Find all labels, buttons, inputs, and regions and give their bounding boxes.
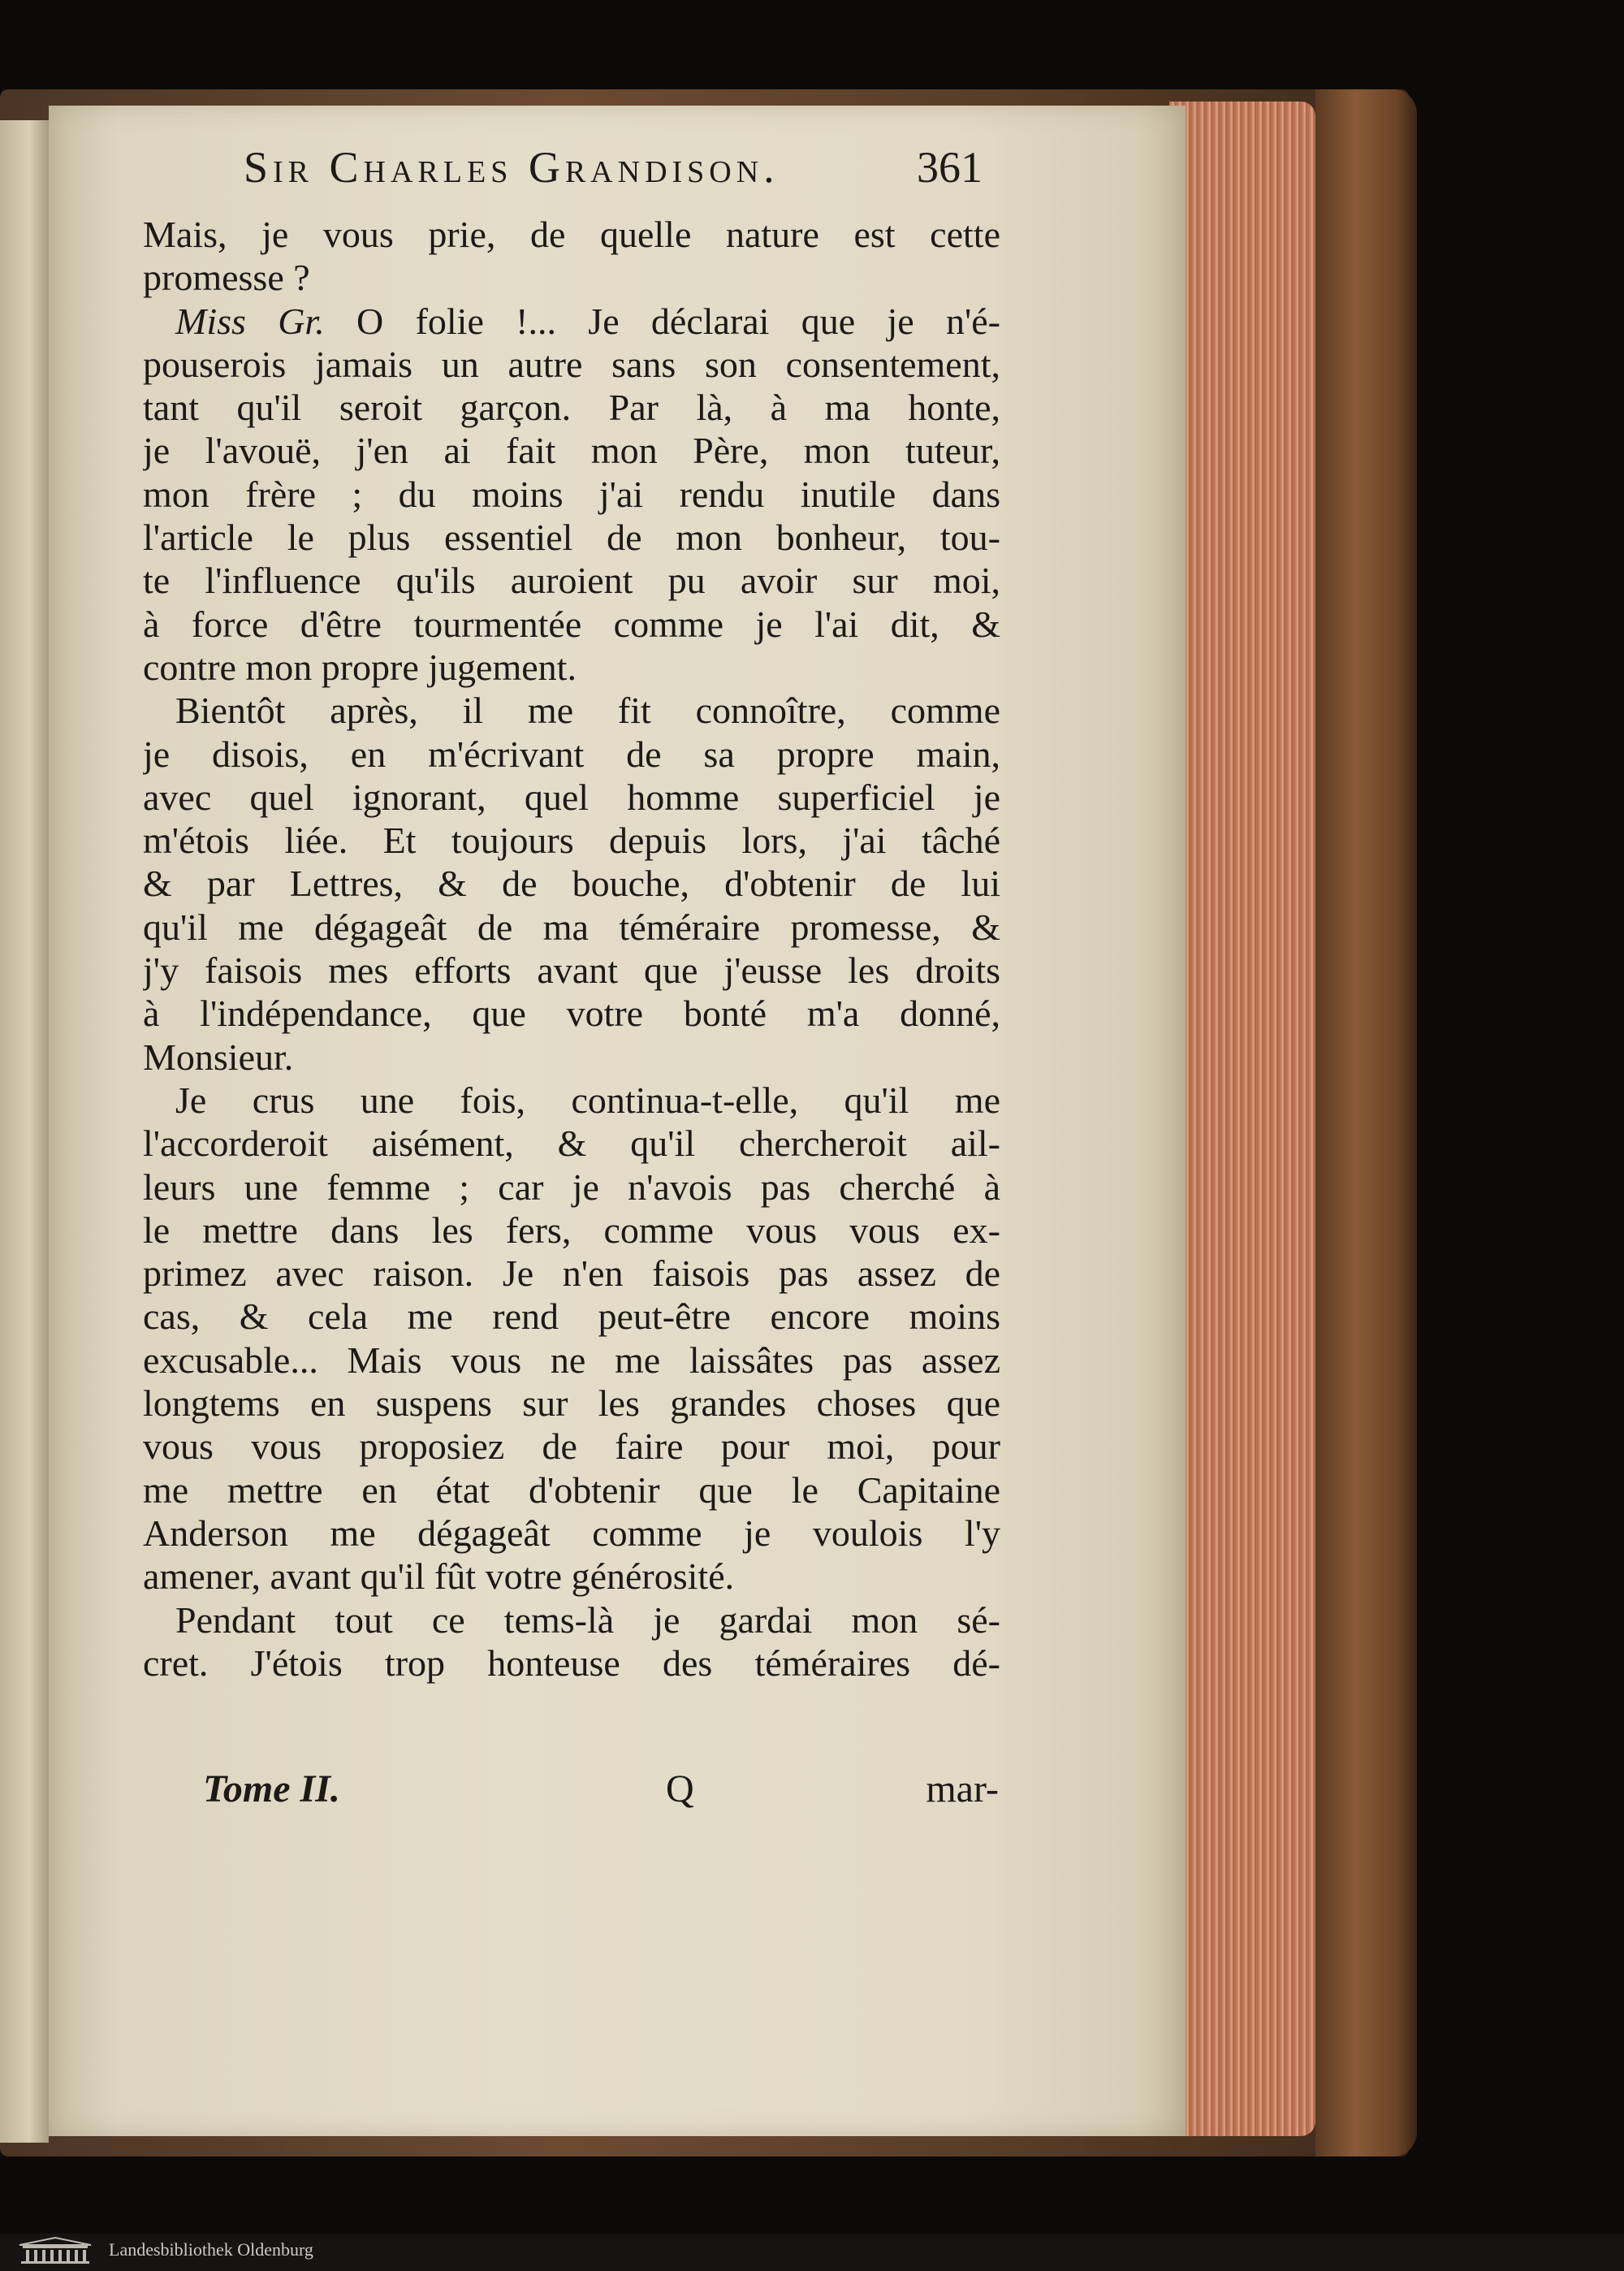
page-footer	[154, 1767, 999, 1815]
text-line	[143, 603, 1000, 646]
text-line	[143, 1598, 1000, 1642]
text-line	[143, 213, 1000, 256]
line-text: à force d'être tourmentée comme je l'ai dit, &	[143, 603, 1000, 645]
line-text: je l'avouë, j'en ai fait mon Père, mon tuteur,	[143, 430, 1000, 472]
text-line	[143, 473, 1000, 516]
line-text: vous vous proposiez de faire pour moi, pour	[143, 1425, 1000, 1468]
text-line	[143, 1209, 1000, 1252]
running-head-title: Sir Charles Grandison.	[244, 143, 780, 192]
text-line	[143, 1512, 1000, 1555]
speaker-label: Miss Gr.	[175, 300, 325, 342]
line-text: à l'indépendance, que votre bonté m'a donné,	[143, 993, 1000, 1035]
line-text: Mais, je vous prie, de quelle nature est cette	[143, 214, 1000, 255]
library-building-icon	[16, 2237, 94, 2265]
line-text: le mettre dans les fers, comme vous vous ex-	[143, 1209, 1000, 1251]
line-text: pouserois jamais un autre sans son consentement,	[143, 343, 1000, 385]
text-line	[143, 516, 1000, 559]
text-line	[143, 1295, 1000, 1338]
line-text: m'étois liée. Et toujours depuis lors, j'ai tâché	[143, 820, 1000, 862]
text-line	[143, 559, 1000, 602]
text-line	[143, 949, 1000, 992]
text-line	[143, 1079, 1000, 1122]
line-text: l'article le plus essentiel de mon bonheur, tou-	[143, 517, 1000, 559]
line-text: excusable... Mais vous ne me laissâtes pas assez	[143, 1339, 1000, 1381]
text-line	[143, 689, 1000, 732]
line-text: je disois, en m'écrivant de sa propre main,	[143, 733, 1000, 775]
text-line	[143, 1425, 1000, 1468]
text-line	[143, 386, 1000, 429]
text-line	[143, 646, 1000, 689]
text-line	[143, 1469, 1000, 1512]
running-head	[146, 142, 983, 199]
line-text: leurs une femme ; car je n'avois pas cherché à	[143, 1166, 1000, 1208]
page-number: 361	[917, 143, 983, 192]
text-line	[143, 1166, 1000, 1209]
line-text: avec quel ignorant, quel homme superficiel je	[143, 776, 1000, 818]
text-line	[143, 1555, 1000, 1598]
text-line	[143, 733, 1000, 776]
line-text: Bientôt après, il me fit connoître, comme	[175, 690, 1000, 732]
line-text: primez avec raison. Je n'en faisois pas assez de	[143, 1252, 1000, 1295]
line-text: cas, & cela me rend peut-être encore moins	[143, 1296, 1000, 1338]
text-line	[143, 862, 1000, 905]
text-line	[143, 992, 1000, 1035]
line-text: qu'il me dégageât de ma téméraire promesse, &	[143, 906, 1000, 948]
text-line	[143, 429, 1000, 472]
line-text: te l'influence qu'ils auroient pu avoir sur moi,	[143, 560, 1000, 602]
text-line	[143, 1382, 1000, 1425]
line-text: j'y faisois mes efforts avant que j'eusse les droits	[143, 949, 1000, 992]
left-page-edge	[0, 120, 49, 2143]
text-line	[143, 1036, 1000, 1079]
line-text: l'accorderoit aisément, & qu'il chercheroit ail-	[143, 1123, 1000, 1165]
text-line	[143, 256, 1000, 299]
page-block-edges	[1169, 102, 1315, 2136]
line-text: cret. J'étois trop honteuse des téméraires dé-	[143, 1642, 1000, 1684]
line-text: Je crus une fois, continua-t-elle, qu'il me	[175, 1079, 1000, 1121]
line-text: amener, avant qu'il fût votre générosité.	[143, 1555, 735, 1598]
line-text: & par Lettres, & de bouche, d'obtenir de lui	[143, 863, 1000, 905]
line-text: Pendant tout ce tems-là je gardai mon sé-	[175, 1598, 1000, 1641]
line-text: me mettre en état d'obtenir que le Capitaine	[143, 1469, 1000, 1511]
gathering-mark: Q	[666, 1767, 694, 1810]
book-spine-edge	[1315, 89, 1417, 2156]
line-text: promesse ?	[143, 257, 310, 299]
text-line	[143, 1252, 1000, 1295]
line-text: Anderson me dégageât comme je voulois l'y	[143, 1512, 1000, 1554]
text-line	[143, 300, 1000, 343]
volume-signature: Tome II.	[203, 1767, 340, 1810]
line-text: Monsieur.	[143, 1036, 294, 1078]
text-line	[143, 776, 1000, 819]
line-text: longtems en suspens sur les grandes choses que	[143, 1382, 1000, 1425]
body-text	[143, 213, 1000, 1685]
text-line	[143, 906, 1000, 949]
line-text: mon frère ; du moins j'ai rendu inutile dans	[143, 473, 1000, 515]
library-name: Landesbibliothek Oldenburg	[109, 2239, 313, 2260]
text-line	[143, 819, 1000, 862]
text-line	[143, 343, 1000, 386]
catchword: mar-	[926, 1767, 999, 1810]
line-text: O folie !... Je déclarai que je n'é-	[356, 300, 1000, 342]
text-line	[143, 1339, 1000, 1382]
line-text: tant qu'il seroit garçon. Par là, à ma honte,	[143, 387, 1000, 429]
text-line	[143, 1642, 1000, 1685]
line-text: contre mon propre jugement.	[143, 646, 577, 688]
text-line	[143, 1122, 1000, 1165]
